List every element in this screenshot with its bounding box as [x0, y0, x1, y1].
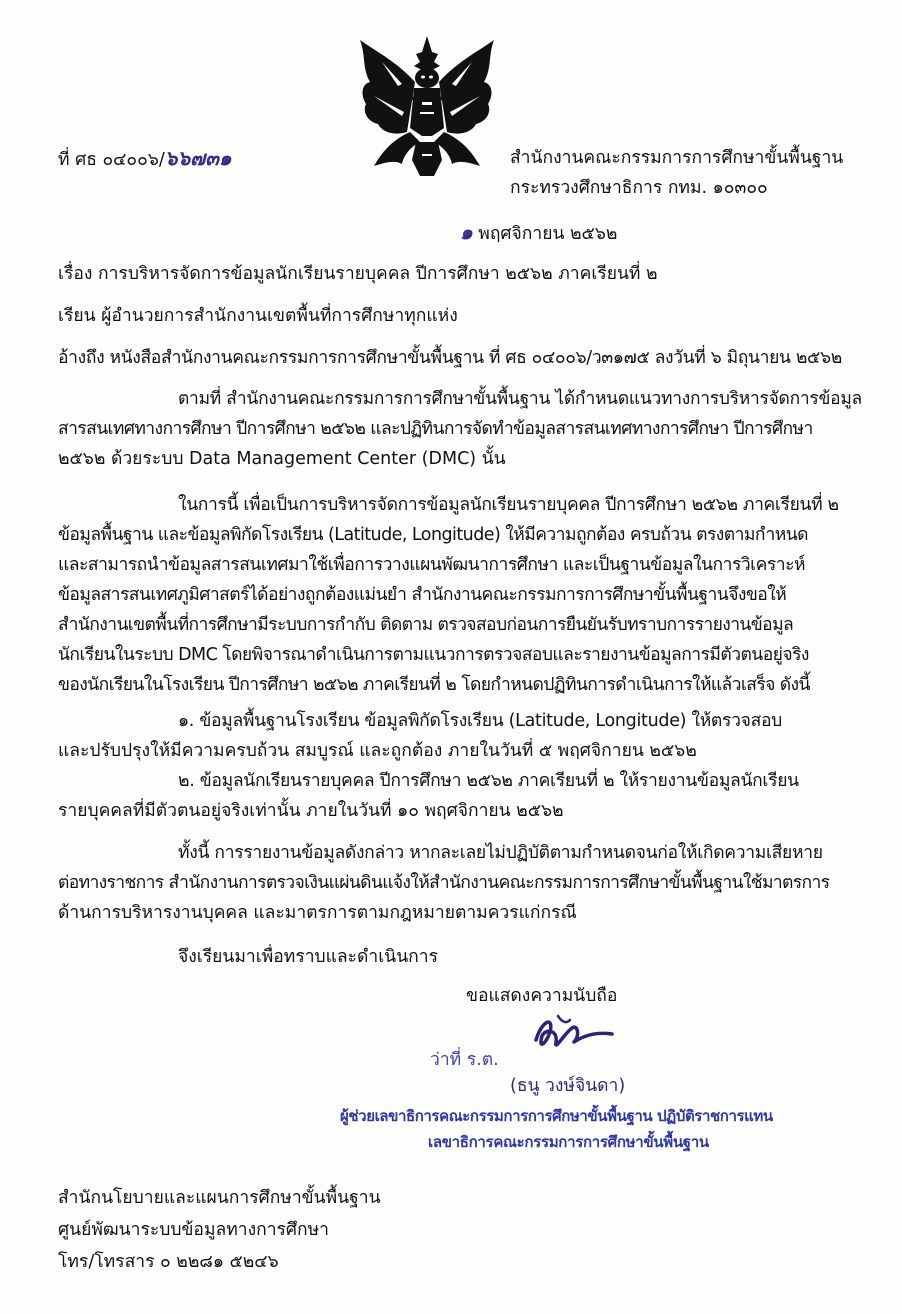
date-day-handwritten: ๑ [460, 220, 473, 244]
paragraph-line: ๒๕๖๒ ด้วยระบบ Data Management Center (DMC) นั้น [58, 449, 506, 469]
office-name: สำนักงานคณะกรรมการการศึกษาขั้นพื้นฐาน [510, 148, 844, 168]
paragraph-line: ตามที่ สำนักงานคณะกรรมการการศึกษาขั้นพื้นฐาน ได้กำหนดแนวทางการบริหารจัดการข้อมูล [178, 389, 862, 409]
footer-phone: โทร/โทรสาร ๐ ๒๒๘๑ ๕๒๔๖ [58, 1252, 279, 1272]
paragraph-line: นักเรียนในระบบ DMC โดยพิจารณาดำเนินการตามแนวการตรวจสอบและรายงานข้อมูลการมีตัวตนอยู่จริง [58, 645, 809, 665]
reference-line: อ้างถึง หนังสือสำนักงานคณะกรรมการการศึกษาขั้นพื้นฐาน ที่ ศธ ๐๔๐๐๖/ว๓๑๗๕ ลงวันที่ ๖ มิถุนายน ๒๕๖๒ [58, 348, 842, 368]
paragraph-line: ข้อมูลพื้นฐาน และข้อมูลพิกัดโรงเรียน (Latitude, Longitude) ให้มีความถูกต้อง ครบถ้วน ตรงตามกำหนด [58, 525, 808, 545]
closing-line: จึงเรียนมาเพื่อทราบและดำเนินการ [178, 947, 438, 967]
paragraph-line: ๑. ข้อมูลพื้นฐานโรงเรียน ข้อมูลพิกัดโรงเรียน (Latitude, Longitude) ให้ตรวจสอบ [178, 711, 782, 731]
recipient-line: เรียน ผู้อำนวยการสำนักงานเขตพื้นที่การศึกษาทุกแห่ง [58, 306, 458, 326]
ref-label: ที่ [58, 150, 70, 170]
reference-number [58, 146, 232, 172]
paragraph-line: รายบุคคลที่มีตัวตนอยู่จริงเท่านั้น ภายในวันที่ ๑๐ พฤศจิกายน ๒๕๖๒ [58, 801, 564, 821]
ref-prefix: ศธ ๐๔๐๐๖/ [75, 150, 165, 170]
paragraph-line: สำนักงานเขตพื้นที่การศึกษามีระบบการกำกับ ติดตาม ตรวจสอบก่อนการยืนยันรับทราบการรายงานข้อมูล [58, 615, 794, 635]
regards-line: ขอแสดงความนับถือ [466, 986, 618, 1006]
garuda-emblem-icon [352, 32, 502, 182]
paragraph-line: ในการนี้ เพื่อเป็นการบริหารจัดการข้อมูลนักเรียนรายบุคคล ปีการศึกษา ๒๕๖๒ ภาคเรียนที่ ๒ [178, 495, 839, 515]
paragraph-line: ๒. ข้อมูลนักเรียนรายบุคคล ปีการศึกษา ๒๕๖๒ ภาคเรียนที่ ๒ ให้รายงานข้อมูลนักเรียน [178, 771, 799, 791]
signer-title-line2: เลขาธิการคณะกรรมการการศึกษาขั้นพื้นฐาน [428, 1133, 709, 1151]
paragraph-line: ต่อทางราชการ สำนักงานการตรวจเงินแผ่นดินแจ้งให้สำนักงานคณะกรรมการการศึกษาขั้นพื้นฐานใช้มาตรการ [58, 873, 830, 893]
handwritten-signature [528, 1010, 618, 1060]
office-address: กระทรวงศึกษาธิการ กทม. ๑๐๓๐๐ [510, 178, 768, 198]
paragraph-line: ของนักเรียนในโรงเรียน ปีการศึกษา ๒๕๖๒ ภาคเรียนที่ ๒ โดยกำหนดปฏิทินการดำเนินการให้แล้วเสร็จ ดังนี้ [58, 675, 810, 695]
date-month-year: พฤศจิกายน ๒๕๖๒ [478, 224, 618, 244]
ref-handwritten-number: ๖๖๗๓๑ [164, 146, 232, 170]
paragraph-line: ข้อมูลสารสนเทศภูมิศาสตร์ได้อย่างถูกต้องแม่นยำ สำนักงานคณะกรรมการการศึกษาขั้นพื้นฐานจึงขอให้ [58, 585, 787, 605]
paragraph-line: สารสนเทศทางการศึกษา ปีการศึกษา ๒๕๖๒ และปฏิทินการจัดทำข้อมูลสารสนเทศทางการศึกษา ปีการศึกษา [58, 419, 813, 439]
signer-title-line1: ผู้ช่วยเลขาธิการคณะกรรมการการศึกษาขั้นพื้นฐาน ปฏิบัติราชการแทน [340, 1107, 773, 1125]
signer-name: (ธนู วงษ์จินดา) [510, 1076, 626, 1096]
acting-prefix: ว่าที่ ร.ต. [430, 1050, 499, 1070]
paragraph-line: และปรับปรุงให้มีความครบถ้วน สมบูรณ์ และถูกต้อง ภายในวันที่ ๕ พฤศจิกายน ๒๕๖๒ [58, 741, 697, 761]
paragraph-line: ด้านการบริหารงานบุคคล และมาตรการตามกฎหมายตามควรแก่กรณี [58, 903, 577, 923]
footer-office: สำนักนโยบายและแผนการศึกษาขั้นพื้นฐาน [58, 1188, 381, 1208]
paragraph-line: และสามารถนำข้อมูลสารสนเทศมาใช้เพื่อการวางแผนพัฒนาการศึกษา และเป็นฐานข้อมูลในการวิเคราะห์ [58, 555, 806, 575]
paragraph-line: ทั้งนี้ การรายงานข้อมูลดังกล่าว หากละเลยไม่ปฏิบัติตามกำหนดจนก่อให้เกิดความเสียหาย [178, 843, 823, 863]
footer-center: ศูนย์พัฒนาระบบข้อมูลทางการศึกษา [58, 1220, 330, 1240]
subject-line: เรื่อง การบริหารจัดการข้อมูลนักเรียนรายบุคคล ปีการศึกษา ๒๕๖๒ ภาคเรียนที่ ๒ [58, 264, 658, 284]
letter-date [460, 220, 617, 246]
